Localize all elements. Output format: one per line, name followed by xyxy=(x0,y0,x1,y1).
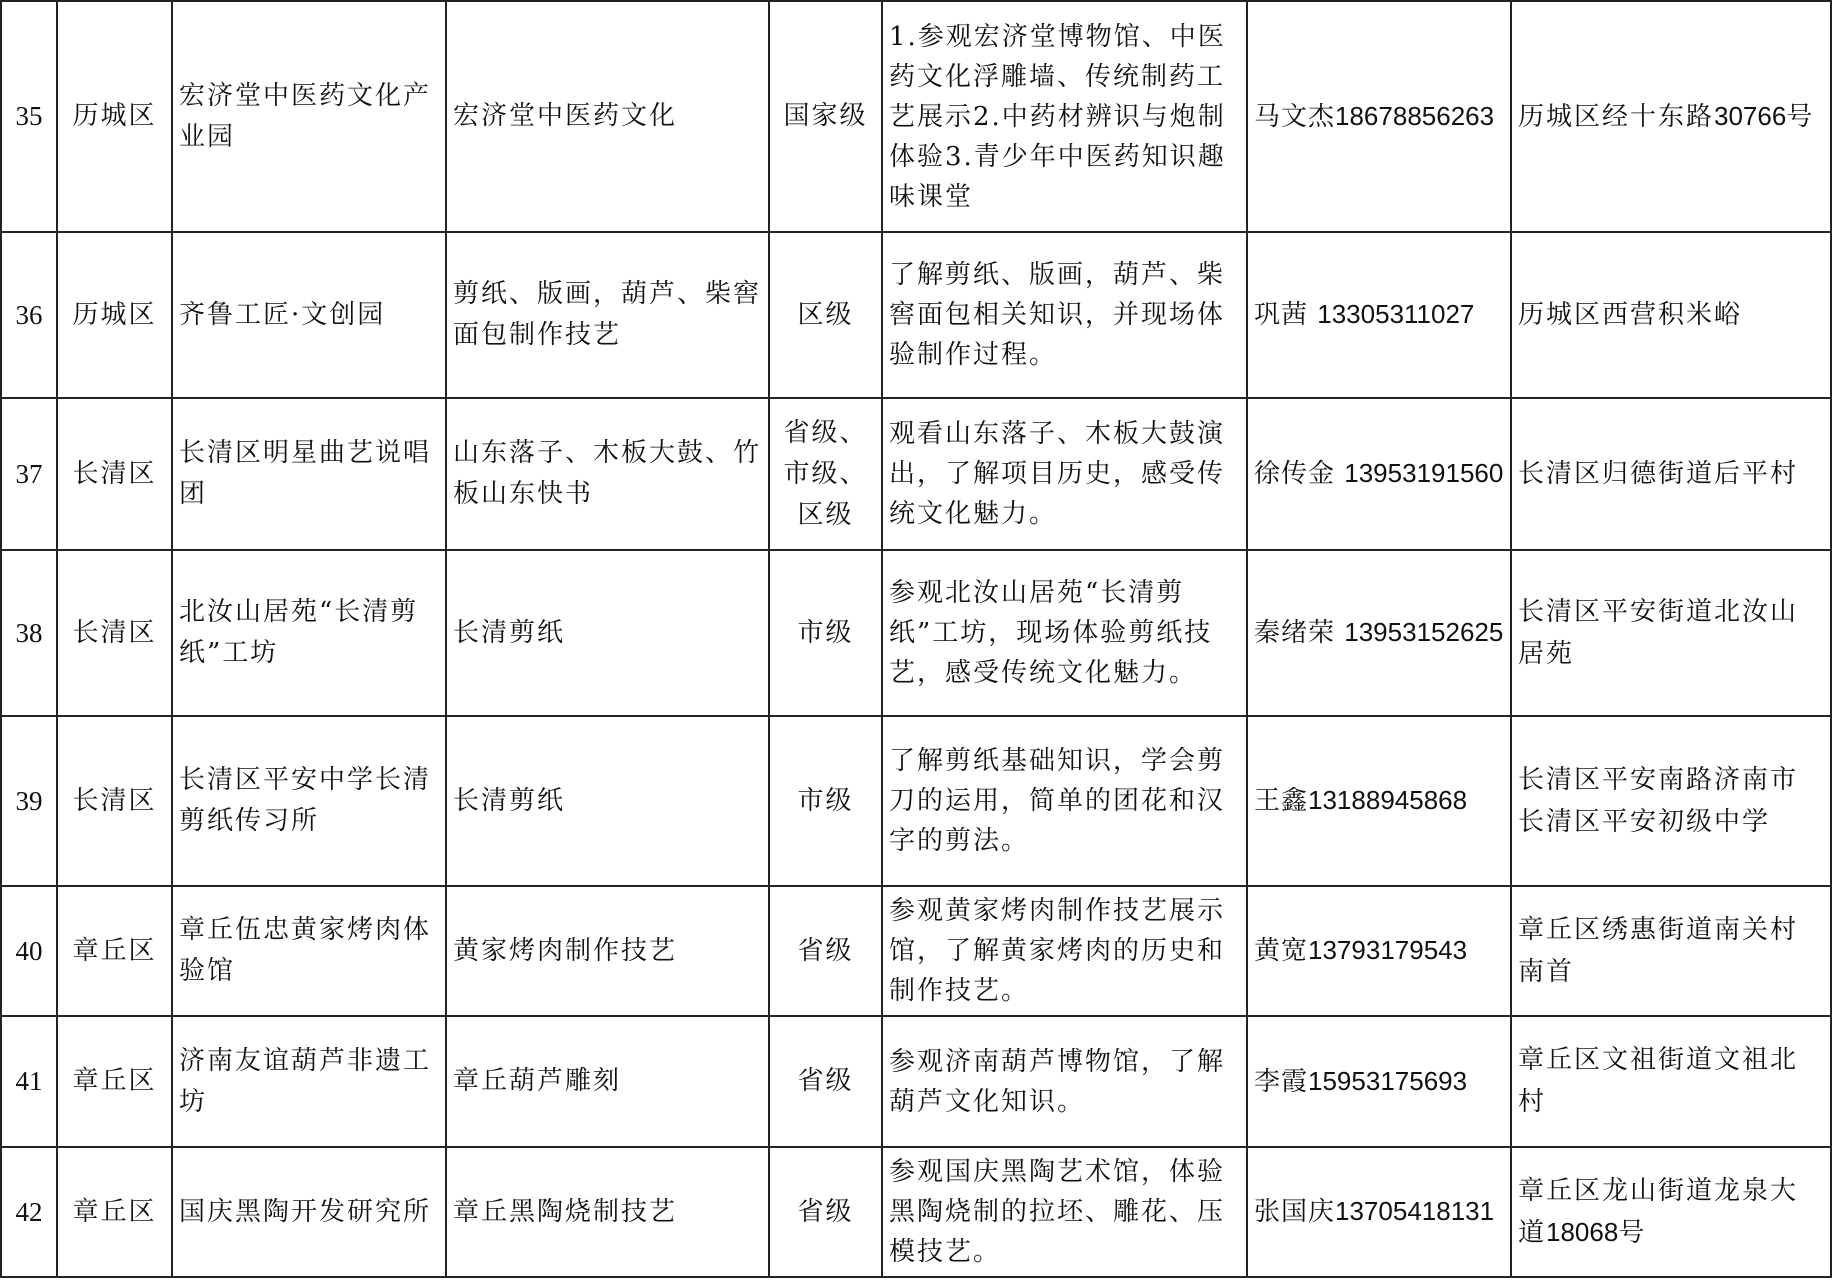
heritage-project-cell: 长清剪纸 xyxy=(446,716,769,886)
address-suffix: 号 xyxy=(1618,1217,1647,1248)
address-number: 18068 xyxy=(1546,1216,1619,1247)
level-cell: 市级 xyxy=(769,716,882,886)
table-row xyxy=(1,398,1831,550)
heritage-project-cell: 宏济堂中医药文化 xyxy=(446,1,769,232)
contact-cell xyxy=(1247,1147,1511,1277)
level-cell: 省级 xyxy=(769,886,882,1016)
row-number: 38 xyxy=(1,550,57,716)
heritage-project-cell: 章丘葫芦雕刻 xyxy=(446,1016,769,1147)
heritage-project-cell: 山东落子、木板大鼓、竹板山东快书 xyxy=(446,398,769,550)
contact-phone: 13705418131 xyxy=(1335,1196,1495,1226)
heritage-project-cell: 黄家烤肉制作技艺 xyxy=(446,886,769,1016)
address-cell xyxy=(1511,886,1831,1016)
activity-cell: 参观国庆黑陶艺术馆，体验黑陶烧制的拉坯、雕花、压模技艺。 xyxy=(882,1147,1247,1277)
contact-cell xyxy=(1247,886,1511,1016)
address-number: 30766 xyxy=(1714,100,1787,131)
site-name-cell: 国庆黑陶开发研究所 xyxy=(172,1147,446,1277)
contact-name: 李霞 xyxy=(1254,1066,1309,1097)
level-cell: 国家级 xyxy=(769,1,882,232)
level-cell: 区级 xyxy=(769,232,882,398)
activity-cell: 了解剪纸、版画，葫芦、柴窖面包相关知识，并现场体验制作过程。 xyxy=(882,232,1247,398)
district-cell: 长清区 xyxy=(57,550,172,716)
address-text: 历城区经十东路 xyxy=(1518,101,1715,132)
district-cell: 章丘区 xyxy=(57,1016,172,1147)
contact-name: 巩茜 xyxy=(1254,300,1318,330)
row-number: 37 xyxy=(1,398,57,550)
contact-phone: 13793179543 xyxy=(1308,935,1468,965)
contact-phone: 18678856263 xyxy=(1335,100,1495,131)
address-text: 长清区归德街道后平村 xyxy=(1518,459,1799,489)
address-text: 章丘区龙山街道龙泉大道 xyxy=(1518,1175,1799,1248)
table-row xyxy=(1,1,1831,232)
address-cell xyxy=(1511,1016,1831,1147)
site-name-cell: 济南友谊葫芦非遗工坊 xyxy=(172,1016,446,1147)
address-text: 章丘区绣惠街道南关村南首 xyxy=(1518,914,1799,987)
address-text: 长清区平安街道北汝山居苑 xyxy=(1518,596,1799,669)
address-text: 长清区平安南路济南市长清区平安初级中学 xyxy=(1518,764,1799,837)
row-number: 36 xyxy=(1,232,57,398)
address-text: 历城区西营积米峪 xyxy=(1518,300,1743,330)
heritage-project-cell: 长清剪纸 xyxy=(446,550,769,716)
row-number: 41 xyxy=(1,1016,57,1147)
address-cell xyxy=(1511,1,1831,232)
contact-phone: 13188945868 xyxy=(1308,785,1468,815)
level-cell: 市级 xyxy=(769,550,882,716)
contact-phone: 13953191560 xyxy=(1344,458,1504,488)
table-row xyxy=(1,716,1831,886)
site-name-cell: 长清区平安中学长清剪纸传习所 xyxy=(172,716,446,886)
table-row xyxy=(1,1147,1831,1277)
contact-cell xyxy=(1247,550,1511,716)
site-name-cell: 章丘伍忠黄家烤肉体验馆 xyxy=(172,886,446,1016)
district-cell: 长清区 xyxy=(57,716,172,886)
activity-cell: 1.参观宏济堂博物馆、中医药文化浮雕墙、传统制药工艺展示2.中药材辨识与炮制体验3.青少年中医药知识趣味课堂 xyxy=(882,1,1247,232)
site-name-cell: 宏济堂中医药文化产业园 xyxy=(172,1,446,232)
heritage-project-cell: 章丘黑陶烧制技艺 xyxy=(446,1147,769,1277)
address-cell xyxy=(1511,1147,1831,1277)
activity-cell: 观看山东落子、木板大鼓演出，了解项目历史，感受传统文化魅力。 xyxy=(882,398,1247,550)
address-cell xyxy=(1511,232,1831,398)
district-cell: 章丘区 xyxy=(57,1147,172,1277)
address-text: 章丘区文祖街道文祖北村 xyxy=(1518,1045,1799,1117)
site-name-cell: 齐鲁工匠·文创园 xyxy=(172,232,446,398)
contact-phone: 13953152625 xyxy=(1344,617,1504,647)
contact-cell xyxy=(1247,716,1511,886)
contact-name: 秦绪荣 xyxy=(1254,618,1345,648)
row-number: 40 xyxy=(1,886,57,1016)
table-row xyxy=(1,886,1831,1016)
contact-name: 王鑫 xyxy=(1254,786,1309,816)
district-cell: 长清区 xyxy=(57,398,172,550)
table-row xyxy=(1,550,1831,716)
contact-phone: 13305311027 xyxy=(1317,299,1475,329)
level-cell: 省级、市级、区级 xyxy=(769,398,882,550)
level-cell: 省级 xyxy=(769,1147,882,1277)
contact-cell xyxy=(1247,1,1511,232)
address-cell xyxy=(1511,716,1831,886)
activity-cell: 参观黄家烤肉制作技艺展示馆，了解黄家烤肉的历史和制作技艺。 xyxy=(882,886,1247,1016)
activity-cell: 参观济南葫芦博物馆，了解葫芦文化知识。 xyxy=(882,1016,1247,1147)
table-row xyxy=(1,232,1831,398)
site-name-cell: 北汝山居苑“长清剪纸”工坊 xyxy=(172,550,446,716)
site-name-cell: 长清区明星曲艺说唱团 xyxy=(172,398,446,550)
activity-cell: 了解剪纸基础知识，学会剪刀的运用，简单的团花和汉字的剪法。 xyxy=(882,716,1247,886)
contact-name: 马文杰 xyxy=(1254,101,1336,132)
row-number: 39 xyxy=(1,716,57,886)
district-cell: 历城区 xyxy=(57,232,172,398)
contact-name: 张国庆 xyxy=(1254,1197,1336,1227)
contact-name: 徐传金 xyxy=(1254,459,1345,489)
district-cell: 章丘区 xyxy=(57,886,172,1016)
table-row xyxy=(1,1016,1831,1147)
level-cell: 省级 xyxy=(769,1016,882,1147)
contact-cell xyxy=(1247,398,1511,550)
address-cell xyxy=(1511,398,1831,550)
contact-cell xyxy=(1247,232,1511,398)
contact-name: 黄宽 xyxy=(1254,936,1309,966)
contact-phone: 15953175693 xyxy=(1308,1065,1468,1096)
contact-cell xyxy=(1247,1016,1511,1147)
row-number: 35 xyxy=(1,1,57,232)
heritage-project-cell: 剪纸、版画，葫芦、柴窖面包制作技艺 xyxy=(446,232,769,398)
address-cell xyxy=(1511,550,1831,716)
row-number: 42 xyxy=(1,1147,57,1277)
district-cell: 历城区 xyxy=(57,1,172,232)
address-suffix: 号 xyxy=(1786,101,1815,132)
activity-cell: 参观北汝山居苑“长清剪纸”工坊，现场体验剪纸技艺，感受传统文化魅力。 xyxy=(882,550,1247,716)
